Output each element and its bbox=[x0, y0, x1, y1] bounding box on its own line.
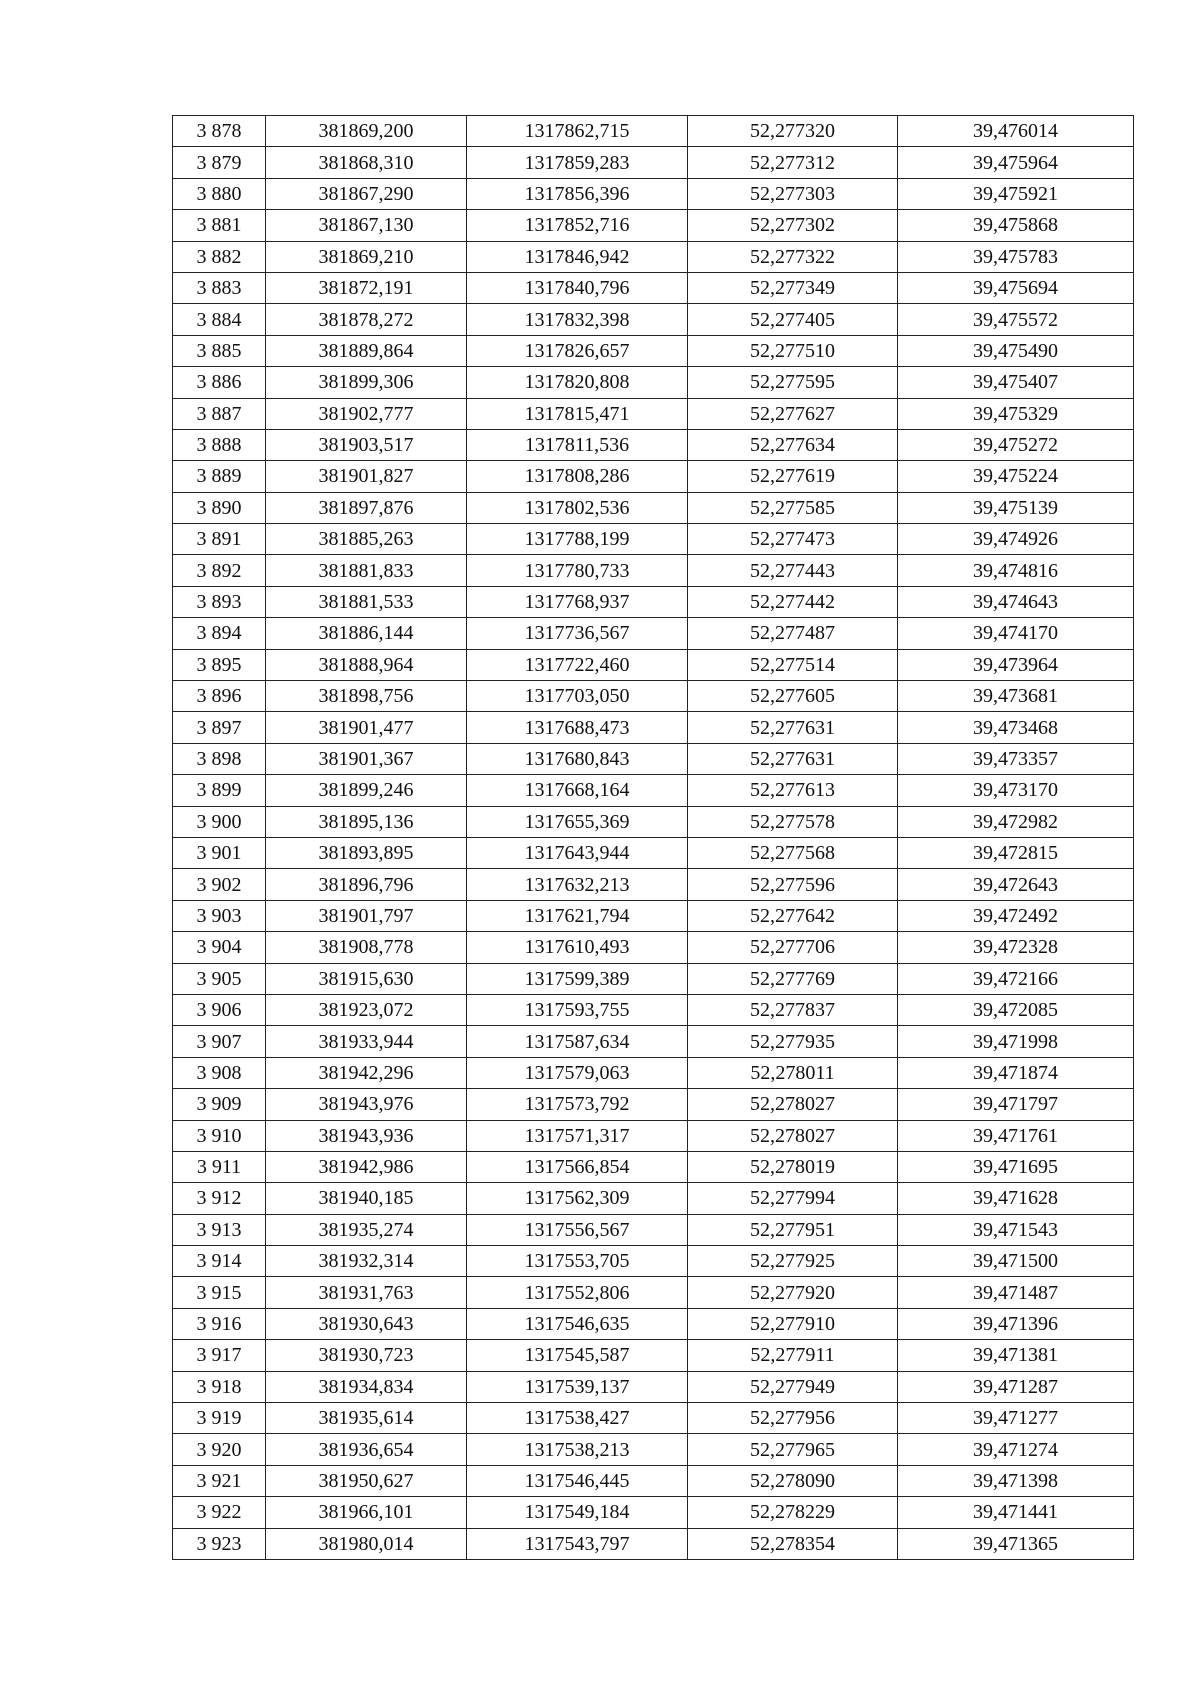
y-coordinate-cell: 1317573,792 bbox=[467, 1089, 688, 1120]
x-coordinate-cell: 381901,367 bbox=[266, 743, 467, 774]
longitude-cell: 39,473468 bbox=[898, 712, 1134, 743]
x-coordinate-cell: 381889,864 bbox=[266, 335, 467, 366]
y-coordinate-cell: 1317703,050 bbox=[467, 681, 688, 712]
longitude-cell: 39,471381 bbox=[898, 1340, 1134, 1371]
latitude-cell: 52,278011 bbox=[688, 1057, 898, 1088]
point-number-cell: 3 887 bbox=[173, 398, 266, 429]
latitude-cell: 52,277514 bbox=[688, 649, 898, 680]
x-coordinate-cell: 381899,306 bbox=[266, 367, 467, 398]
table-row bbox=[173, 586, 1134, 617]
x-coordinate-cell: 381867,290 bbox=[266, 178, 467, 209]
x-coordinate-cell: 381940,185 bbox=[266, 1183, 467, 1214]
y-coordinate-cell: 1317546,445 bbox=[467, 1465, 688, 1496]
longitude-cell: 39,471287 bbox=[898, 1371, 1134, 1402]
y-coordinate-cell: 1317546,635 bbox=[467, 1308, 688, 1339]
x-coordinate-cell: 381930,643 bbox=[266, 1308, 467, 1339]
table-row bbox=[173, 1089, 1134, 1120]
table-row bbox=[173, 1214, 1134, 1245]
y-coordinate-cell: 1317811,536 bbox=[467, 429, 688, 460]
table-row bbox=[173, 1183, 1134, 1214]
y-coordinate-cell: 1317808,286 bbox=[467, 461, 688, 492]
x-coordinate-cell: 381943,976 bbox=[266, 1089, 467, 1120]
latitude-cell: 52,277443 bbox=[688, 555, 898, 586]
latitude-cell: 52,277595 bbox=[688, 367, 898, 398]
longitude-cell: 39,471543 bbox=[898, 1214, 1134, 1245]
point-number-cell: 3 913 bbox=[173, 1214, 266, 1245]
x-coordinate-cell: 381908,778 bbox=[266, 932, 467, 963]
table-row bbox=[173, 1057, 1134, 1088]
latitude-cell: 52,278027 bbox=[688, 1089, 898, 1120]
point-number-cell: 3 898 bbox=[173, 743, 266, 774]
table-row bbox=[173, 1151, 1134, 1182]
longitude-cell: 39,471695 bbox=[898, 1151, 1134, 1182]
longitude-cell: 39,474816 bbox=[898, 555, 1134, 586]
x-coordinate-cell: 381901,827 bbox=[266, 461, 467, 492]
table-row bbox=[173, 116, 1134, 147]
latitude-cell: 52,277631 bbox=[688, 743, 898, 774]
latitude-cell: 52,278027 bbox=[688, 1120, 898, 1151]
table-row bbox=[173, 555, 1134, 586]
table-row bbox=[173, 649, 1134, 680]
y-coordinate-cell: 1317780,733 bbox=[467, 555, 688, 586]
longitude-cell: 39,475783 bbox=[898, 241, 1134, 272]
longitude-cell: 39,471874 bbox=[898, 1057, 1134, 1088]
longitude-cell: 39,473681 bbox=[898, 681, 1134, 712]
x-coordinate-cell: 381869,210 bbox=[266, 241, 467, 272]
point-number-cell: 3 901 bbox=[173, 837, 266, 868]
x-coordinate-cell: 381868,310 bbox=[266, 147, 467, 178]
y-coordinate-cell: 1317826,657 bbox=[467, 335, 688, 366]
table-row bbox=[173, 304, 1134, 335]
y-coordinate-cell: 1317832,398 bbox=[467, 304, 688, 335]
point-number-cell: 3 923 bbox=[173, 1528, 266, 1559]
x-coordinate-cell: 381888,964 bbox=[266, 649, 467, 680]
table-row bbox=[173, 712, 1134, 743]
x-coordinate-cell: 381902,777 bbox=[266, 398, 467, 429]
table-row bbox=[173, 837, 1134, 868]
y-coordinate-cell: 1317539,137 bbox=[467, 1371, 688, 1402]
x-coordinate-cell: 381881,533 bbox=[266, 586, 467, 617]
longitude-cell: 39,473964 bbox=[898, 649, 1134, 680]
point-number-cell: 3 904 bbox=[173, 932, 266, 963]
table-row bbox=[173, 147, 1134, 178]
y-coordinate-cell: 1317668,164 bbox=[467, 775, 688, 806]
point-number-cell: 3 905 bbox=[173, 963, 266, 994]
y-coordinate-cell: 1317538,213 bbox=[467, 1434, 688, 1465]
longitude-cell: 39,472085 bbox=[898, 994, 1134, 1025]
x-coordinate-cell: 381931,763 bbox=[266, 1277, 467, 1308]
latitude-cell: 52,278090 bbox=[688, 1465, 898, 1496]
point-number-cell: 3 884 bbox=[173, 304, 266, 335]
y-coordinate-cell: 1317815,471 bbox=[467, 398, 688, 429]
point-number-cell: 3 895 bbox=[173, 649, 266, 680]
x-coordinate-cell: 381872,191 bbox=[266, 272, 467, 303]
longitude-cell: 39,472328 bbox=[898, 932, 1134, 963]
y-coordinate-cell: 1317846,942 bbox=[467, 241, 688, 272]
point-number-cell: 3 902 bbox=[173, 869, 266, 900]
point-number-cell: 3 889 bbox=[173, 461, 266, 492]
latitude-cell: 52,277769 bbox=[688, 963, 898, 994]
point-number-cell: 3 897 bbox=[173, 712, 266, 743]
table-row bbox=[173, 806, 1134, 837]
longitude-cell: 39,476014 bbox=[898, 116, 1134, 147]
table-row bbox=[173, 1026, 1134, 1057]
y-coordinate-cell: 1317552,806 bbox=[467, 1277, 688, 1308]
longitude-cell: 39,475964 bbox=[898, 147, 1134, 178]
longitude-cell: 39,471761 bbox=[898, 1120, 1134, 1151]
latitude-cell: 52,277627 bbox=[688, 398, 898, 429]
point-number-cell: 3 879 bbox=[173, 147, 266, 178]
longitude-cell: 39,471487 bbox=[898, 1277, 1134, 1308]
latitude-cell: 52,277302 bbox=[688, 210, 898, 241]
point-number-cell: 3 906 bbox=[173, 994, 266, 1025]
latitude-cell: 52,278354 bbox=[688, 1528, 898, 1559]
table-row bbox=[173, 178, 1134, 209]
longitude-cell: 39,471398 bbox=[898, 1465, 1134, 1496]
point-number-cell: 3 882 bbox=[173, 241, 266, 272]
longitude-cell: 39,471396 bbox=[898, 1308, 1134, 1339]
y-coordinate-cell: 1317768,937 bbox=[467, 586, 688, 617]
longitude-cell: 39,475272 bbox=[898, 429, 1134, 460]
longitude-cell: 39,473357 bbox=[898, 743, 1134, 774]
x-coordinate-cell: 381950,627 bbox=[266, 1465, 467, 1496]
latitude-cell: 52,277578 bbox=[688, 806, 898, 837]
x-coordinate-cell: 381980,014 bbox=[266, 1528, 467, 1559]
longitude-cell: 39,471274 bbox=[898, 1434, 1134, 1465]
longitude-cell: 39,472643 bbox=[898, 869, 1134, 900]
table-row bbox=[173, 429, 1134, 460]
longitude-cell: 39,475224 bbox=[898, 461, 1134, 492]
x-coordinate-cell: 381935,274 bbox=[266, 1214, 467, 1245]
y-coordinate-cell: 1317610,493 bbox=[467, 932, 688, 963]
x-coordinate-cell: 381867,130 bbox=[266, 210, 467, 241]
table-row bbox=[173, 1246, 1134, 1277]
point-number-cell: 3 915 bbox=[173, 1277, 266, 1308]
longitude-cell: 39,472166 bbox=[898, 963, 1134, 994]
point-number-cell: 3 922 bbox=[173, 1497, 266, 1528]
x-coordinate-cell: 381898,756 bbox=[266, 681, 467, 712]
point-number-cell: 3 892 bbox=[173, 555, 266, 586]
latitude-cell: 52,277925 bbox=[688, 1246, 898, 1277]
latitude-cell: 52,277585 bbox=[688, 492, 898, 523]
point-number-cell: 3 920 bbox=[173, 1434, 266, 1465]
latitude-cell: 52,277949 bbox=[688, 1371, 898, 1402]
x-coordinate-cell: 381923,072 bbox=[266, 994, 467, 1025]
y-coordinate-cell: 1317840,796 bbox=[467, 272, 688, 303]
point-number-cell: 3 903 bbox=[173, 900, 266, 931]
table-row bbox=[173, 775, 1134, 806]
x-coordinate-cell: 381936,654 bbox=[266, 1434, 467, 1465]
y-coordinate-cell: 1317788,199 bbox=[467, 524, 688, 555]
y-coordinate-cell: 1317856,396 bbox=[467, 178, 688, 209]
y-coordinate-cell: 1317562,309 bbox=[467, 1183, 688, 1214]
y-coordinate-cell: 1317579,063 bbox=[467, 1057, 688, 1088]
latitude-cell: 52,277405 bbox=[688, 304, 898, 335]
table-row bbox=[173, 618, 1134, 649]
point-number-cell: 3 890 bbox=[173, 492, 266, 523]
table-row bbox=[173, 932, 1134, 963]
point-number-cell: 3 912 bbox=[173, 1183, 266, 1214]
latitude-cell: 52,277312 bbox=[688, 147, 898, 178]
latitude-cell: 52,277994 bbox=[688, 1183, 898, 1214]
latitude-cell: 52,277911 bbox=[688, 1340, 898, 1371]
point-number-cell: 3 917 bbox=[173, 1340, 266, 1371]
latitude-cell: 52,277837 bbox=[688, 994, 898, 1025]
y-coordinate-cell: 1317599,389 bbox=[467, 963, 688, 994]
x-coordinate-cell: 381942,986 bbox=[266, 1151, 467, 1182]
longitude-cell: 39,471277 bbox=[898, 1403, 1134, 1434]
point-number-cell: 3 910 bbox=[173, 1120, 266, 1151]
point-number-cell: 3 894 bbox=[173, 618, 266, 649]
y-coordinate-cell: 1317655,369 bbox=[467, 806, 688, 837]
table-row bbox=[173, 869, 1134, 900]
y-coordinate-cell: 1317543,797 bbox=[467, 1528, 688, 1559]
table-row bbox=[173, 681, 1134, 712]
longitude-cell: 39,475921 bbox=[898, 178, 1134, 209]
table-row bbox=[173, 1465, 1134, 1496]
latitude-cell: 52,277320 bbox=[688, 116, 898, 147]
longitude-cell: 39,474926 bbox=[898, 524, 1134, 555]
latitude-cell: 52,277965 bbox=[688, 1434, 898, 1465]
latitude-cell: 52,277642 bbox=[688, 900, 898, 931]
table-row bbox=[173, 1528, 1134, 1559]
latitude-cell: 52,277605 bbox=[688, 681, 898, 712]
x-coordinate-cell: 381932,314 bbox=[266, 1246, 467, 1277]
y-coordinate-cell: 1317549,184 bbox=[467, 1497, 688, 1528]
table-row bbox=[173, 524, 1134, 555]
y-coordinate-cell: 1317852,716 bbox=[467, 210, 688, 241]
point-number-cell: 3 908 bbox=[173, 1057, 266, 1088]
coordinates-table bbox=[172, 115, 1134, 1560]
latitude-cell: 52,277510 bbox=[688, 335, 898, 366]
latitude-cell: 52,277303 bbox=[688, 178, 898, 209]
latitude-cell: 52,277442 bbox=[688, 586, 898, 617]
table-row bbox=[173, 335, 1134, 366]
latitude-cell: 52,277910 bbox=[688, 1308, 898, 1339]
table-row bbox=[173, 1120, 1134, 1151]
latitude-cell: 52,278229 bbox=[688, 1497, 898, 1528]
table-row bbox=[173, 492, 1134, 523]
longitude-cell: 39,472815 bbox=[898, 837, 1134, 868]
y-coordinate-cell: 1317545,587 bbox=[467, 1340, 688, 1371]
x-coordinate-cell: 381896,796 bbox=[266, 869, 467, 900]
y-coordinate-cell: 1317736,567 bbox=[467, 618, 688, 649]
x-coordinate-cell: 381933,944 bbox=[266, 1026, 467, 1057]
y-coordinate-cell: 1317862,715 bbox=[467, 116, 688, 147]
x-coordinate-cell: 381915,630 bbox=[266, 963, 467, 994]
longitude-cell: 39,475329 bbox=[898, 398, 1134, 429]
table-row bbox=[173, 900, 1134, 931]
x-coordinate-cell: 381935,614 bbox=[266, 1403, 467, 1434]
longitude-cell: 39,475572 bbox=[898, 304, 1134, 335]
table-row bbox=[173, 1434, 1134, 1465]
table-row bbox=[173, 994, 1134, 1025]
latitude-cell: 52,277473 bbox=[688, 524, 898, 555]
point-number-cell: 3 911 bbox=[173, 1151, 266, 1182]
x-coordinate-cell: 381942,296 bbox=[266, 1057, 467, 1088]
latitude-cell: 52,277634 bbox=[688, 429, 898, 460]
point-number-cell: 3 907 bbox=[173, 1026, 266, 1057]
y-coordinate-cell: 1317722,460 bbox=[467, 649, 688, 680]
y-coordinate-cell: 1317593,755 bbox=[467, 994, 688, 1025]
x-coordinate-cell: 381881,833 bbox=[266, 555, 467, 586]
y-coordinate-cell: 1317538,427 bbox=[467, 1403, 688, 1434]
y-coordinate-cell: 1317553,705 bbox=[467, 1246, 688, 1277]
table-row bbox=[173, 1497, 1134, 1528]
latitude-cell: 52,277568 bbox=[688, 837, 898, 868]
table-row bbox=[173, 398, 1134, 429]
latitude-cell: 52,277487 bbox=[688, 618, 898, 649]
latitude-cell: 52,277349 bbox=[688, 272, 898, 303]
point-number-cell: 3 909 bbox=[173, 1089, 266, 1120]
point-number-cell: 3 885 bbox=[173, 335, 266, 366]
longitude-cell: 39,475139 bbox=[898, 492, 1134, 523]
y-coordinate-cell: 1317587,634 bbox=[467, 1026, 688, 1057]
longitude-cell: 39,475868 bbox=[898, 210, 1134, 241]
latitude-cell: 52,277956 bbox=[688, 1403, 898, 1434]
x-coordinate-cell: 381901,477 bbox=[266, 712, 467, 743]
point-number-cell: 3 914 bbox=[173, 1246, 266, 1277]
point-number-cell: 3 886 bbox=[173, 367, 266, 398]
y-coordinate-cell: 1317802,536 bbox=[467, 492, 688, 523]
point-number-cell: 3 916 bbox=[173, 1308, 266, 1339]
latitude-cell: 52,277706 bbox=[688, 932, 898, 963]
latitude-cell: 52,277951 bbox=[688, 1214, 898, 1245]
y-coordinate-cell: 1317571,317 bbox=[467, 1120, 688, 1151]
x-coordinate-cell: 381934,834 bbox=[266, 1371, 467, 1402]
latitude-cell: 52,277322 bbox=[688, 241, 898, 272]
table-row bbox=[173, 241, 1134, 272]
point-number-cell: 3 918 bbox=[173, 1371, 266, 1402]
table-row bbox=[173, 272, 1134, 303]
x-coordinate-cell: 381899,246 bbox=[266, 775, 467, 806]
latitude-cell: 52,277631 bbox=[688, 712, 898, 743]
x-coordinate-cell: 381895,136 bbox=[266, 806, 467, 837]
longitude-cell: 39,474643 bbox=[898, 586, 1134, 617]
x-coordinate-cell: 381930,723 bbox=[266, 1340, 467, 1371]
y-coordinate-cell: 1317621,794 bbox=[467, 900, 688, 931]
longitude-cell: 39,472492 bbox=[898, 900, 1134, 931]
point-number-cell: 3 881 bbox=[173, 210, 266, 241]
y-coordinate-cell: 1317680,843 bbox=[467, 743, 688, 774]
table-row bbox=[173, 1371, 1134, 1402]
table-row bbox=[173, 461, 1134, 492]
point-number-cell: 3 883 bbox=[173, 272, 266, 303]
x-coordinate-cell: 381886,144 bbox=[266, 618, 467, 649]
y-coordinate-cell: 1317643,944 bbox=[467, 837, 688, 868]
latitude-cell: 52,277613 bbox=[688, 775, 898, 806]
latitude-cell: 52,277596 bbox=[688, 869, 898, 900]
table-row bbox=[173, 367, 1134, 398]
point-number-cell: 3 900 bbox=[173, 806, 266, 837]
point-number-cell: 3 899 bbox=[173, 775, 266, 806]
y-coordinate-cell: 1317566,854 bbox=[467, 1151, 688, 1182]
y-coordinate-cell: 1317820,808 bbox=[467, 367, 688, 398]
point-number-cell: 3 891 bbox=[173, 524, 266, 555]
x-coordinate-cell: 381893,895 bbox=[266, 837, 467, 868]
point-number-cell: 3 921 bbox=[173, 1465, 266, 1496]
latitude-cell: 52,277920 bbox=[688, 1277, 898, 1308]
x-coordinate-cell: 381885,263 bbox=[266, 524, 467, 555]
longitude-cell: 39,475490 bbox=[898, 335, 1134, 366]
table-row bbox=[173, 210, 1134, 241]
longitude-cell: 39,472982 bbox=[898, 806, 1134, 837]
y-coordinate-cell: 1317632,213 bbox=[467, 869, 688, 900]
longitude-cell: 39,471441 bbox=[898, 1497, 1134, 1528]
y-coordinate-cell: 1317859,283 bbox=[467, 147, 688, 178]
table-row bbox=[173, 743, 1134, 774]
x-coordinate-cell: 381869,200 bbox=[266, 116, 467, 147]
table-row bbox=[173, 1277, 1134, 1308]
coordinates-table-body bbox=[173, 116, 1134, 1560]
y-coordinate-cell: 1317688,473 bbox=[467, 712, 688, 743]
latitude-cell: 52,278019 bbox=[688, 1151, 898, 1182]
x-coordinate-cell: 381966,101 bbox=[266, 1497, 467, 1528]
longitude-cell: 39,475694 bbox=[898, 272, 1134, 303]
longitude-cell: 39,471500 bbox=[898, 1246, 1134, 1277]
table-row bbox=[173, 1340, 1134, 1371]
point-number-cell: 3 880 bbox=[173, 178, 266, 209]
longitude-cell: 39,474170 bbox=[898, 618, 1134, 649]
longitude-cell: 39,475407 bbox=[898, 367, 1134, 398]
y-coordinate-cell: 1317556,567 bbox=[467, 1214, 688, 1245]
x-coordinate-cell: 381901,797 bbox=[266, 900, 467, 931]
longitude-cell: 39,471628 bbox=[898, 1183, 1134, 1214]
longitude-cell: 39,471998 bbox=[898, 1026, 1134, 1057]
x-coordinate-cell: 381897,876 bbox=[266, 492, 467, 523]
x-coordinate-cell: 381903,517 bbox=[266, 429, 467, 460]
longitude-cell: 39,471365 bbox=[898, 1528, 1134, 1559]
latitude-cell: 52,277935 bbox=[688, 1026, 898, 1057]
longitude-cell: 39,471797 bbox=[898, 1089, 1134, 1120]
point-number-cell: 3 919 bbox=[173, 1403, 266, 1434]
table-row bbox=[173, 1308, 1134, 1339]
x-coordinate-cell: 381943,936 bbox=[266, 1120, 467, 1151]
point-number-cell: 3 893 bbox=[173, 586, 266, 617]
table-row bbox=[173, 1403, 1134, 1434]
longitude-cell: 39,473170 bbox=[898, 775, 1134, 806]
point-number-cell: 3 878 bbox=[173, 116, 266, 147]
table-row bbox=[173, 963, 1134, 994]
latitude-cell: 52,277619 bbox=[688, 461, 898, 492]
point-number-cell: 3 896 bbox=[173, 681, 266, 712]
x-coordinate-cell: 381878,272 bbox=[266, 304, 467, 335]
point-number-cell: 3 888 bbox=[173, 429, 266, 460]
